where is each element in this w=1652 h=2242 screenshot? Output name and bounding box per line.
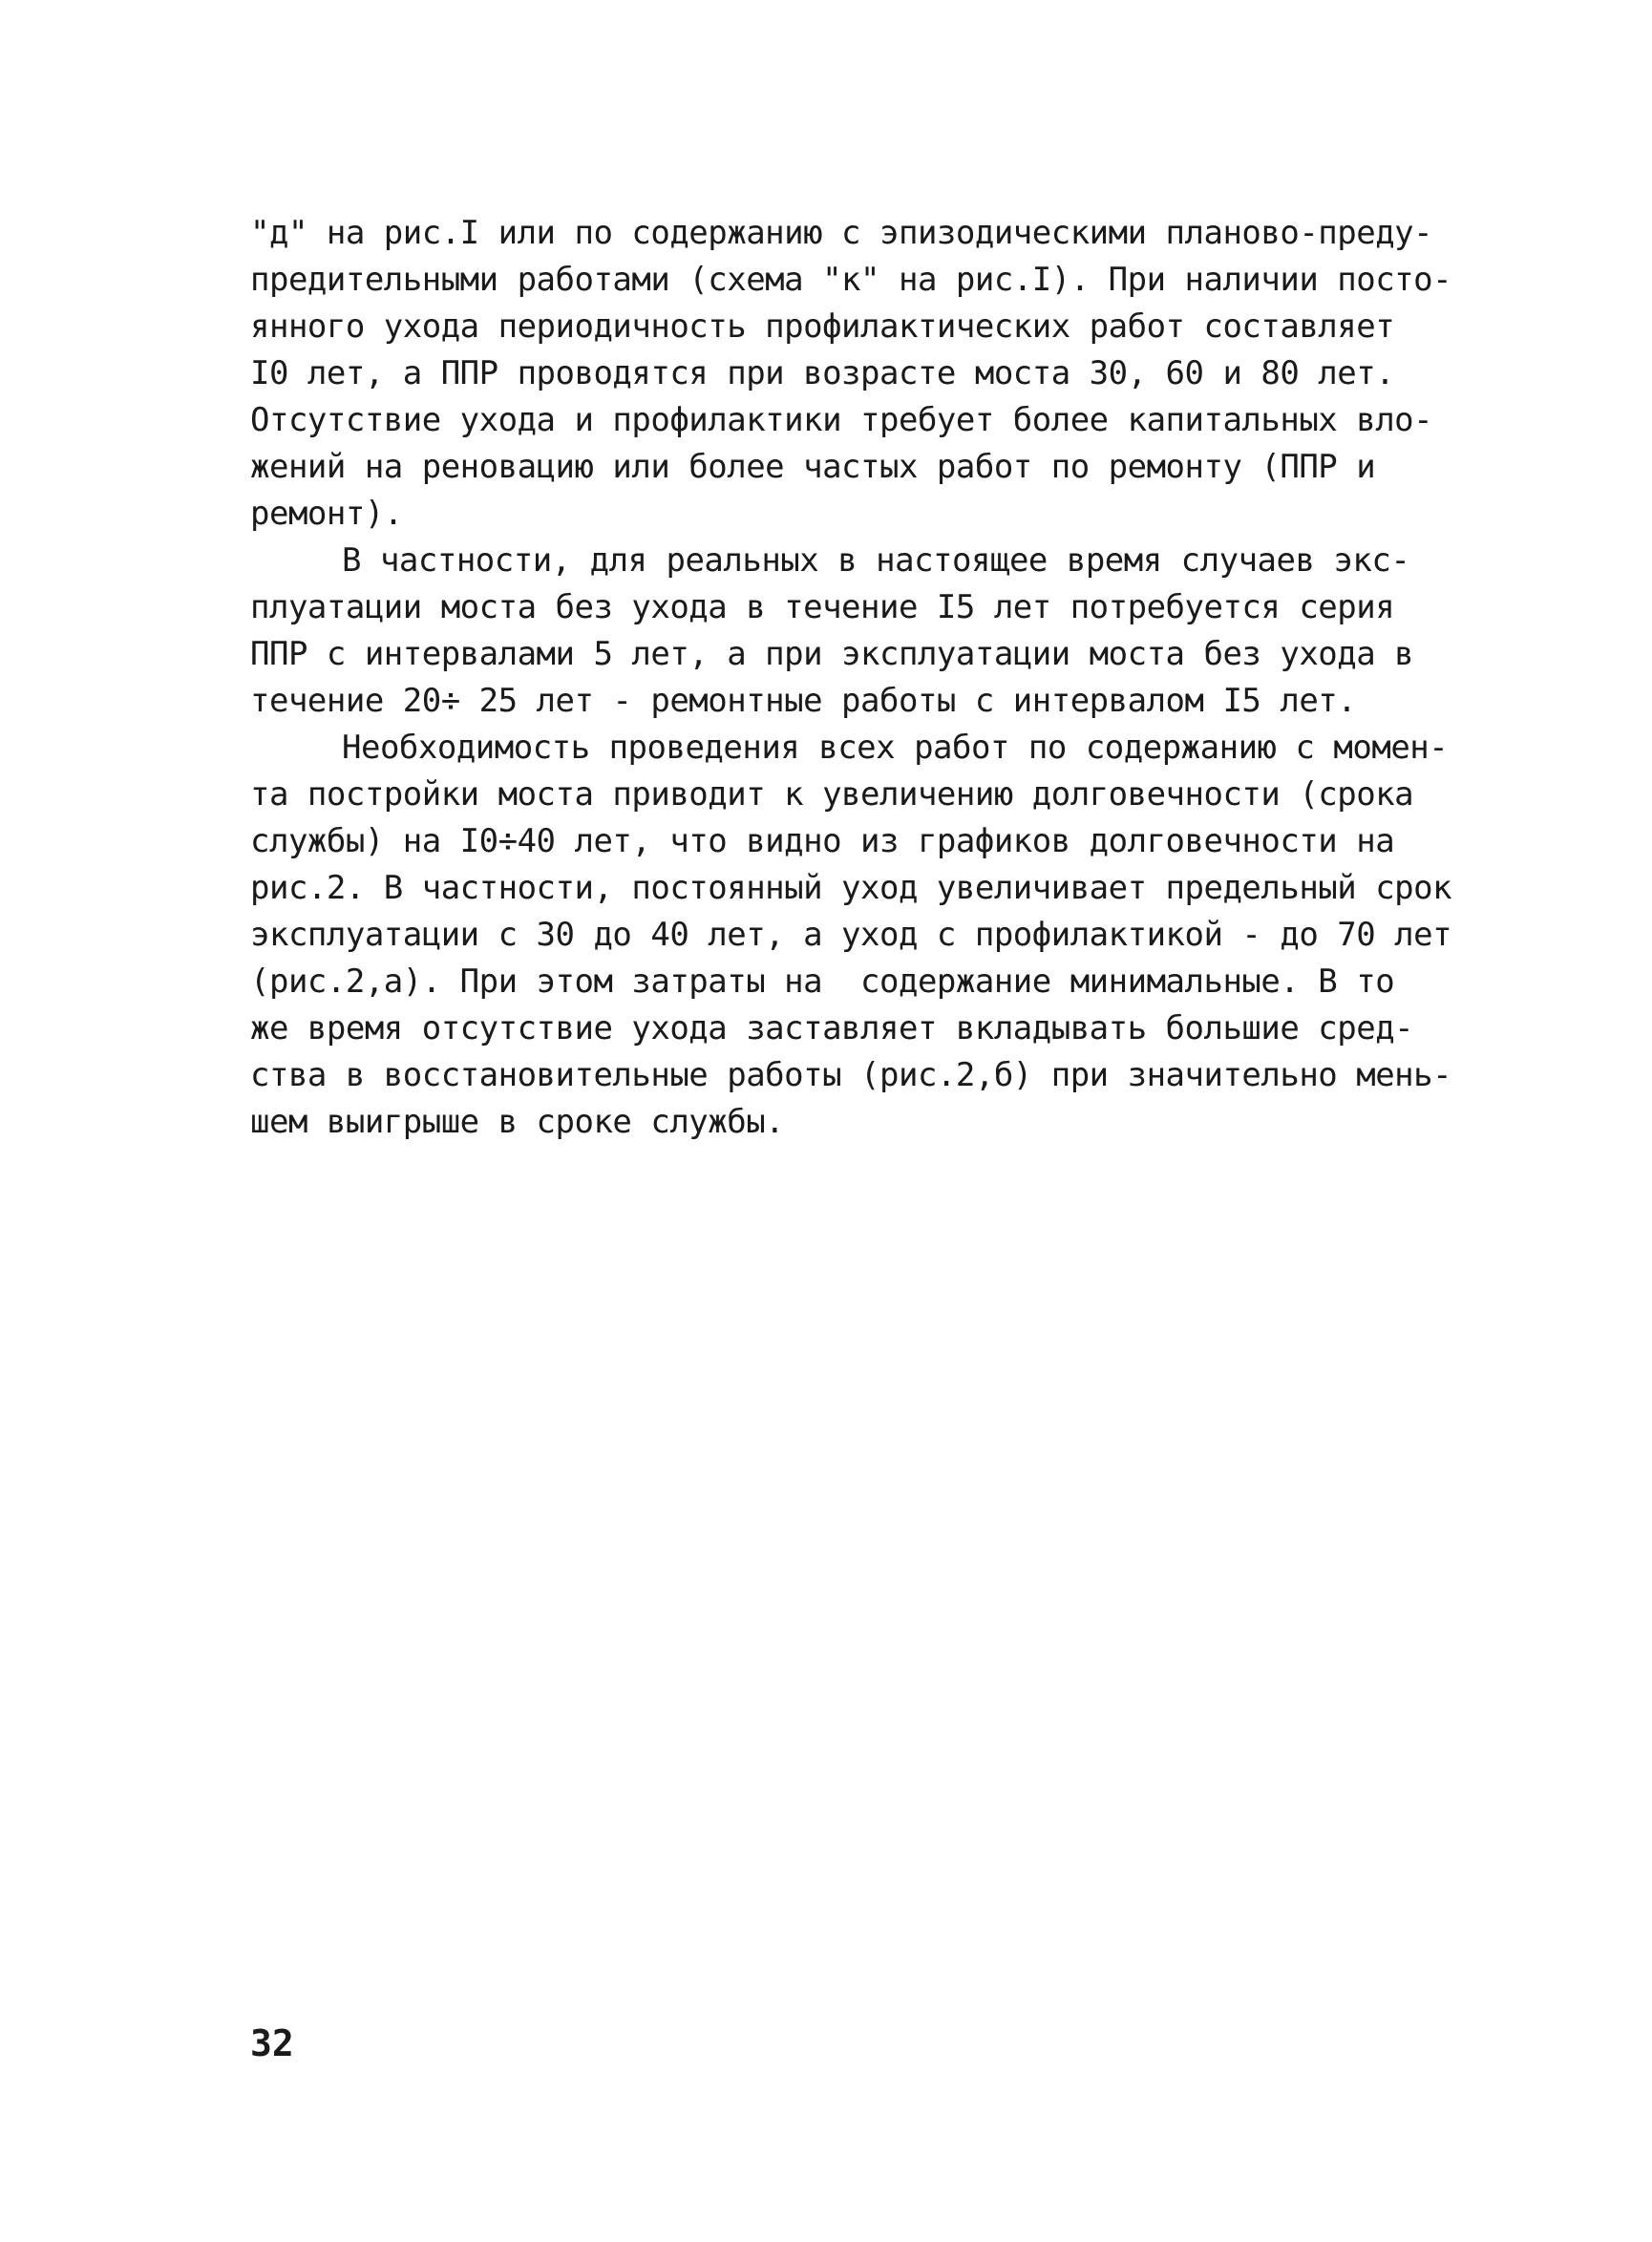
text-line: та постройки моста приводит к увеличению долговечности (срока — [250, 775, 1414, 814]
text-line: ремонт). — [250, 495, 403, 533]
text-line: Отсутствие ухода и профилактики требует более капитальных вло- — [250, 401, 1433, 439]
text-line: службы) на I0÷40 лет, что видно из графиков долговечности на — [250, 822, 1395, 860]
text-line: янного ухода периодичность профилактических работ составляет — [250, 307, 1395, 346]
text-line: (рис.2,а). При этом затраты на содержание минимальные. В то — [250, 962, 1395, 1001]
text-line: эксплуатации с 30 до 40 лет, а уход с профилактикой - до 70 лет — [250, 916, 1452, 954]
page-number: 32 — [250, 2022, 294, 2064]
text-line: ППР с интервалами 5 лет, а при эксплуатации моста без ухода в — [250, 635, 1414, 673]
text-line: течение 20÷ 25 лет - ремонтные работы с интервалом I5 лет. — [250, 682, 1357, 720]
text-line: "д" на рис.I или по содержанию с эпизодическими планово-преду- — [250, 214, 1433, 252]
text-line: I0 лет, а ППР проводятся при возрасте моста 30, 60 и 80 лет. — [250, 354, 1395, 392]
body-text — [250, 210, 1482, 1146]
text-line: ства в восстановительные работы (рис.2,б) при значительно мень- — [250, 1056, 1452, 1094]
text-line: жений на реновацию или более частых работ по ремонту (ППР и — [250, 448, 1376, 486]
text-line: В частности, для реальных в настоящее время случаев экс- — [342, 541, 1410, 580]
text-line: же время отсутствие ухода заставляет вкладывать большие сред- — [250, 1009, 1414, 1047]
text-line: рис.2. В частности, постоянный уход увеличивает предельный срок — [250, 869, 1452, 907]
text-line: предительными работами (схема "к" на рис.I). При наличии посто- — [250, 261, 1452, 299]
text-line: плуатации моста без ухода в течение I5 лет потребуется серия — [250, 588, 1395, 626]
text-line: Необходимость проведения всех работ по содержанию с момен- — [342, 729, 1449, 767]
text-line: шем выигрыше в сроке службы. — [250, 1103, 785, 1141]
